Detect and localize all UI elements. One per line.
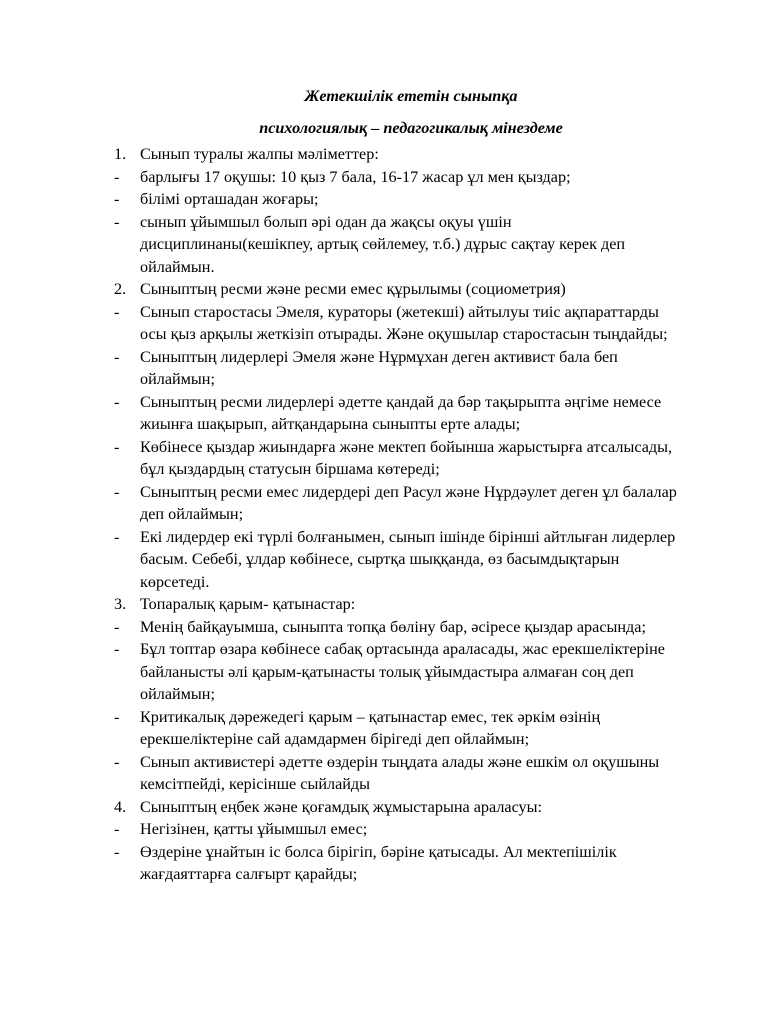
bullet-dash: -: [114, 392, 120, 411]
list-item: [114, 706, 688, 751]
bullet-dash: -: [114, 640, 120, 658]
list-item: [114, 188, 688, 211]
list-item: [114, 638, 688, 706]
bullet-dash: -: [114, 842, 120, 861]
bullet-dash: -: [114, 482, 120, 501]
list-item: [114, 436, 688, 481]
list-item: [114, 841, 688, 886]
list-item-text: Екі лидердер екі түрлі болғанымен, сынып ішінде бірінші айтлыған лидерлер басым. Себебі, ұлдар көбінесе, сыртқа шыққанда, өз басымдықтарын көрсетеді.: [140, 527, 676, 591]
list-item: [114, 616, 688, 639]
list-item: [114, 751, 688, 796]
list-item: [114, 166, 688, 189]
document-subtitle: психологиялық – педагогикалық мінездеме: [259, 119, 563, 137]
list-item-text: барлығы 17 оқушы: 10 қыз 7 бала, 16-17 жасар ұл мен қыздар;: [140, 167, 571, 186]
list-item: [114, 301, 688, 346]
bullet-dash: -: [114, 347, 120, 366]
bullet-dash: -: [114, 437, 120, 456]
list-item-text: Сыныптың ресми емес лидердері деп Расул және Нұрдәулет деген ұл балалар деп ойлаймын;: [140, 482, 677, 523]
section-heading-text: Сыныптың ресми және ресми емес құрылымы (социометрия): [140, 280, 566, 298]
bullet-dash: -: [114, 617, 120, 636]
bullet-dash: -: [114, 820, 120, 838]
bullet-dash: -: [114, 302, 120, 321]
list-item-text: Сынып старостасы Эмеля, кураторы (жетекші) айтылуы тиіс ақпараттарды осы қыз арқылы жеткізіп отырады. Және оқушылар старостасын тыңдайды;: [140, 302, 668, 343]
bullet-dash: -: [114, 752, 120, 771]
list-item-text: Негізінен, қатты ұйымшыл емес;: [140, 820, 368, 838]
list-item: [114, 818, 688, 841]
list-item: [114, 391, 688, 436]
section-number: 1.: [114, 145, 127, 163]
list-item: [114, 346, 688, 391]
section-heading: [114, 278, 688, 301]
section-number: 3.: [114, 595, 127, 613]
document-body: [114, 143, 688, 886]
bullet-dash: -: [114, 707, 120, 726]
list-item-text: Менің байқауымша, сыныпта топқа бөліну бар, әсіресе қыздар арасында;: [140, 617, 646, 636]
list-item-text: Бұл топтар өзара көбінесе сабақ ортасында араласады, жас ерекшеліктеріне байланысты әлі қарым-қатынасты толық ұйымдастыра алмаған соң деп ойлаймын;: [140, 640, 665, 703]
list-item-text: Сыныптың ресми лидерлері әдетте қандай да бәр тақырыпта әңгіме немесе жиынға шақырып, айтқандарына сыныпты ерте алады;: [140, 392, 662, 433]
section-heading-text: Топаралық қарым- қатынастар:: [140, 595, 356, 613]
list-item: [114, 481, 688, 526]
bullet-dash: -: [114, 527, 120, 546]
bullet-dash: -: [114, 167, 120, 186]
list-item-text: Көбінесе қыздар жиындарға және мектеп бойынша жарыстырға атсалысады, бұл қыздардың статусын біршама көтереді;: [140, 437, 673, 478]
bullet-dash: -: [114, 212, 120, 231]
list-item: [114, 211, 688, 279]
list-item-text: Өздеріне ұнайтын іс болса бірігіп, бәріне қатысады. Ал мектепішілік жағдаяттарға салғырт қарайды;: [140, 842, 617, 883]
list-item-text: білімі орташадан жоғары;: [140, 190, 319, 208]
section-heading: [114, 796, 688, 819]
section-heading: [114, 593, 688, 616]
section-heading: [114, 143, 688, 166]
section-number: 2.: [114, 280, 127, 298]
list-item-text: Сынып активистері әдетте өздерін тыңдата алады және ешкім ол оқушыны кемсітпейді, керісінше сыйлайды: [140, 752, 660, 793]
list-item-text: сынып ұйымшыл болып әрі одан да жақсы оқуы үшін дисциплинаны(кешікпеу, артық сөйлемеу, т.б.) дұрыс сақтау керек деп ойлаймын.: [140, 212, 626, 276]
section-heading-text: Сынып туралы жалпы мәліметтер:: [140, 145, 379, 163]
section-heading-text: Сыныптың еңбек және қоғамдық жұмыстарына араласуы:: [140, 797, 543, 816]
list-item-text: Сыныптың лидерлері Эмеля және Нұрмұхан деген активист бала беп ойлаймын;: [140, 347, 618, 388]
list-item: [114, 526, 688, 594]
bullet-dash: -: [114, 190, 120, 208]
list-item-text: Критикалық дәрежедегі қарым – қатынастар емес, тек әркім өзінің ерекшеліктеріне сай адамдармен бірігеді деп ойлаймын;: [140, 707, 601, 748]
section-number: 4.: [114, 797, 127, 816]
document-title: Жетекшілік ететін сыныпқа: [304, 87, 518, 105]
